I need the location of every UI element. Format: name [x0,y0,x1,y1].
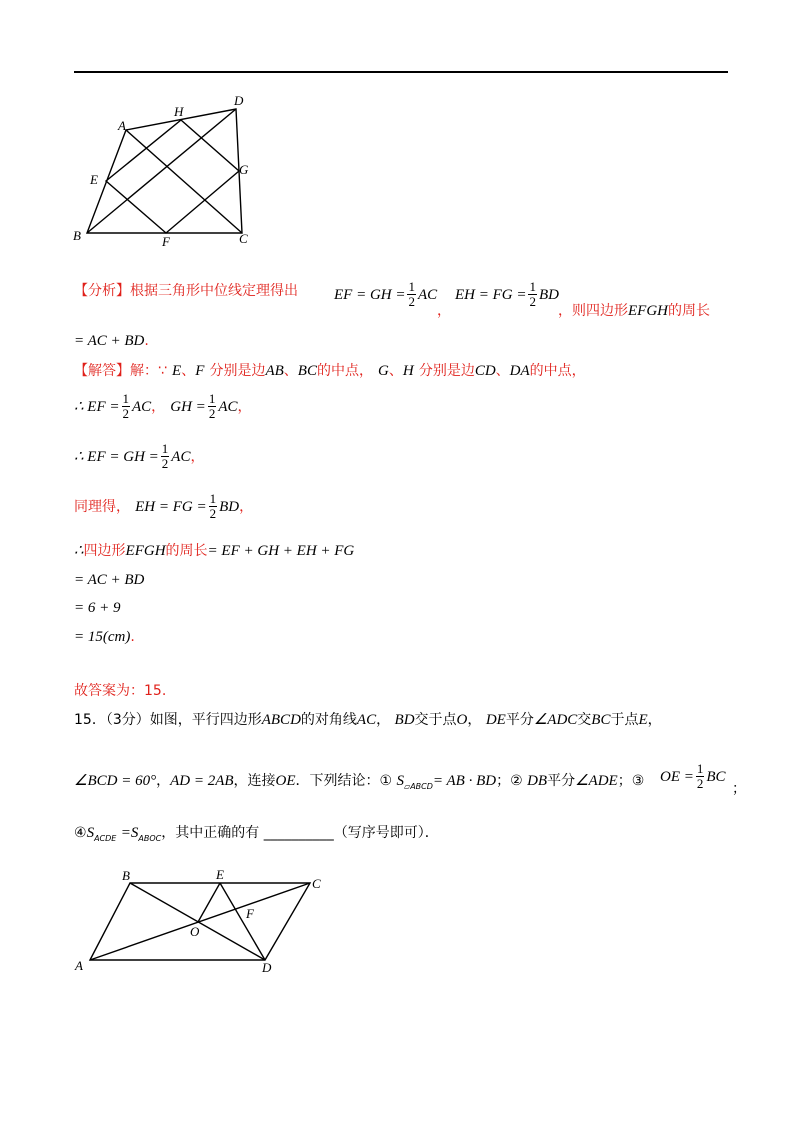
fig2-label-b: B [122,868,130,883]
answer-line: 故答案为：15. [74,683,167,699]
solution-line5: ∴四边形EFGH的周长= EF + GH + EH + FG [74,543,355,559]
analysis-tail: ，则四边形EFGH的周长 [558,303,710,319]
q15-line2: ∠BCD = 60°，AD = 2AB，连接OE．下列结论：① $S_{▱ABCD}=$ AB · BD；② DB平分∠ADE；③ [74,773,645,791]
fig2-label-o: O [190,924,200,939]
q15-semicolon: ； [732,781,746,797]
fig2-label-d: D [262,960,272,975]
label-e: E [90,172,98,187]
solution-line3: ∴ EF = GH = $\frac{1}{2}$ AC， [74,441,205,471]
label-g: G [239,162,249,177]
label-f: F [162,234,170,249]
solution-line1: 【解答】解：∵ E、F 分别是边AB、BC的中点， G、H 分别是边CD、DA的中点， [74,363,586,379]
q15-line3: $④S_{ACDE} =S_{ABOC}$，其中正确的有 __________（写序号即可）． [74,825,439,843]
q15-line1: 15．（3分）如图，平行四边形ABCD的对角线AC， BD交于点O， DE平分∠ADC交BC于点E， [74,712,662,728]
fig2-label-e: E [216,867,224,882]
quadrilateral-figure [70,92,270,252]
label-c: C [239,231,248,246]
solution-line7: = 6 + 9 [74,600,121,616]
analysis-line2: = AC + BD. [74,333,149,349]
fig2-label-f: F [246,906,254,921]
label-h: H [174,104,184,119]
analysis-tag: 【分析】 [74,283,130,299]
analysis-eq1: EF = GH = $\frac{1}{2}$ AC [334,279,438,309]
label-a: A [118,118,126,133]
analysis-text1: 根据三角形中位线定理得出 [130,283,298,299]
solution-line6: = AC + BD [74,572,145,588]
solution-line8: = 15(cm). [74,629,135,645]
solution-line2: ∴ EF = $\frac{1}{2}$ AC， GH = $\frac{1}{2}$ AC， [74,391,252,421]
fig2-label-c: C [312,876,321,891]
solution-line4: 同理得， EH = FG = $\frac{1}{2}$ BD， [74,491,254,521]
fig2-label-a: A [75,958,83,973]
q15-eq3: OE = $\frac{1}{2}$ BC [660,761,726,791]
label-b: B [73,228,81,243]
label-d: D [234,93,244,108]
header-rule [74,71,728,73]
answer-blank[interactable]: __________ [263,825,334,841]
analysis-line1 [74,280,298,300]
analysis-sep: ， [437,303,451,319]
parallelogram-figure [70,866,340,981]
analysis-eq2: EH = FG = $\frac{1}{2}$ BD [455,279,559,309]
